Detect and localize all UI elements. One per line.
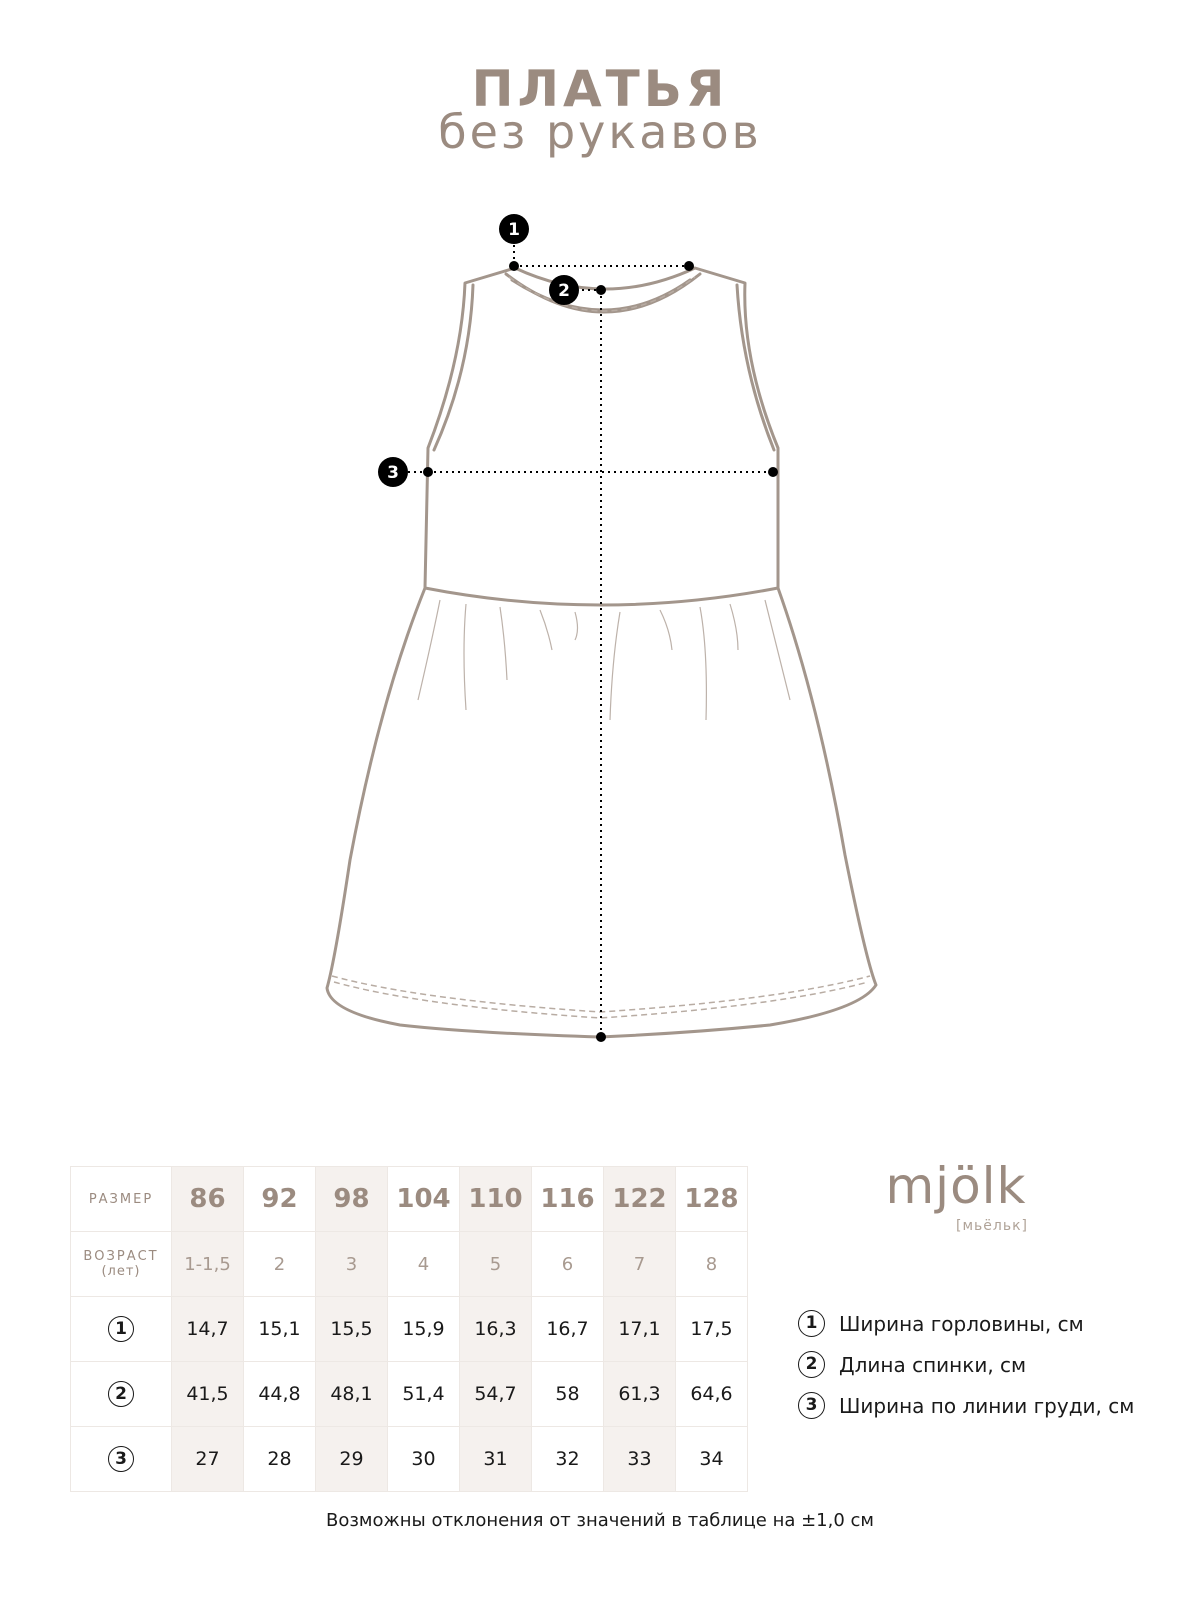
gather-line xyxy=(610,612,620,720)
size-cell: 116 xyxy=(540,1184,595,1214)
value-cell: 17,5 xyxy=(690,1318,733,1340)
value-cell: 14,7 xyxy=(186,1318,229,1340)
row-marker-1: 1 xyxy=(108,1316,134,1342)
measure-point xyxy=(684,261,694,271)
legend-text: Ширина по линии груди, см xyxy=(839,1393,1135,1418)
table-row-age xyxy=(71,1232,748,1297)
age-cell: 5 xyxy=(489,1253,502,1275)
brand-transliteration: [мьёльк] xyxy=(956,1218,1029,1234)
row-marker-3: 3 xyxy=(108,1446,134,1472)
legend-marker-1: 1 xyxy=(798,1310,825,1337)
table-row-size xyxy=(71,1167,748,1232)
value-cell: 31 xyxy=(483,1448,508,1470)
value-cell: 29 xyxy=(339,1448,364,1470)
size-cell: 104 xyxy=(396,1184,451,1214)
value-cell: 48,1 xyxy=(330,1383,373,1405)
value-cell: 28 xyxy=(267,1448,292,1470)
tolerance-note: Возможны отклонения от значений в таблице на ±1,0 см xyxy=(326,1510,874,1531)
gather-line xyxy=(700,607,706,720)
size-cell: 92 xyxy=(261,1184,298,1214)
value-cell: 17,1 xyxy=(618,1318,661,1340)
gather-line xyxy=(464,604,466,710)
value-cell: 58 xyxy=(555,1383,580,1405)
age-cell: 2 xyxy=(273,1253,286,1275)
size-cell: 128 xyxy=(684,1184,739,1214)
size-row-label: РАЗМЕР xyxy=(88,1191,154,1207)
legend-marker-2: 2 xyxy=(798,1351,825,1378)
measure-point xyxy=(596,285,606,295)
size-cell: 86 xyxy=(189,1184,226,1214)
value-cell: 15,5 xyxy=(330,1318,373,1340)
value-cell: 64,6 xyxy=(690,1383,733,1405)
age-cell: 4 xyxy=(417,1253,430,1275)
value-cell: 30 xyxy=(411,1448,436,1470)
table-row-neck-width xyxy=(71,1297,748,1362)
age-cell: 6 xyxy=(561,1253,574,1275)
value-cell: 16,3 xyxy=(474,1318,517,1340)
marker-1-label: 1 xyxy=(508,220,520,240)
table-row-back-length xyxy=(71,1362,748,1427)
gather-line xyxy=(418,600,440,700)
measure-point xyxy=(509,261,519,271)
brand-logo: mjölk xyxy=(885,1157,1027,1215)
gather-line xyxy=(575,612,578,640)
row-marker-2: 2 xyxy=(108,1381,134,1407)
marker-3-label: 3 xyxy=(387,463,399,483)
gather-line xyxy=(540,610,552,650)
size-table xyxy=(70,1166,748,1492)
table-row-chest-width xyxy=(71,1427,748,1492)
age-cell: 1-1,5 xyxy=(184,1253,231,1275)
age-row-label: ВОЗРАСТ xyxy=(83,1249,159,1264)
value-cell: 33 xyxy=(627,1448,652,1470)
age-cell: 8 xyxy=(705,1253,718,1275)
measure-point xyxy=(768,467,778,477)
value-cell: 34 xyxy=(699,1448,724,1470)
value-cell: 32 xyxy=(555,1448,580,1470)
value-cell: 15,1 xyxy=(258,1318,301,1340)
value-cell: 54,7 xyxy=(474,1383,517,1405)
measure-point xyxy=(596,1032,606,1042)
legend-text: Длина спинки, см xyxy=(839,1352,1027,1377)
value-cell: 61,3 xyxy=(618,1383,661,1405)
size-cell: 122 xyxy=(612,1184,667,1214)
gather-line xyxy=(500,607,507,680)
legend-text: Ширина горловины, см xyxy=(839,1311,1084,1336)
page-title: ПЛАТЬЯ xyxy=(471,60,729,118)
value-cell: 51,4 xyxy=(402,1383,445,1405)
measurement-legend xyxy=(798,1303,1134,1426)
measure-point xyxy=(423,467,433,477)
value-cell: 44,8 xyxy=(258,1383,301,1405)
legend-item xyxy=(798,1385,1134,1426)
gather-line xyxy=(730,604,738,650)
age-cell: 7 xyxy=(633,1253,646,1275)
legend-item xyxy=(798,1344,1134,1385)
value-cell: 27 xyxy=(195,1448,220,1470)
legend-item xyxy=(798,1303,1134,1344)
size-cell: 110 xyxy=(468,1184,523,1214)
page-subtitle: без рукавов xyxy=(438,105,762,159)
size-cell: 98 xyxy=(333,1184,370,1214)
legend-marker-3: 3 xyxy=(798,1392,825,1419)
gather-line xyxy=(660,610,672,650)
age-row-unit: (лет) xyxy=(101,1264,141,1279)
value-cell: 15,9 xyxy=(402,1318,445,1340)
value-cell: 41,5 xyxy=(186,1383,229,1405)
age-cell: 3 xyxy=(345,1253,358,1275)
marker-2-label: 2 xyxy=(558,281,570,301)
value-cell: 16,7 xyxy=(546,1318,589,1340)
